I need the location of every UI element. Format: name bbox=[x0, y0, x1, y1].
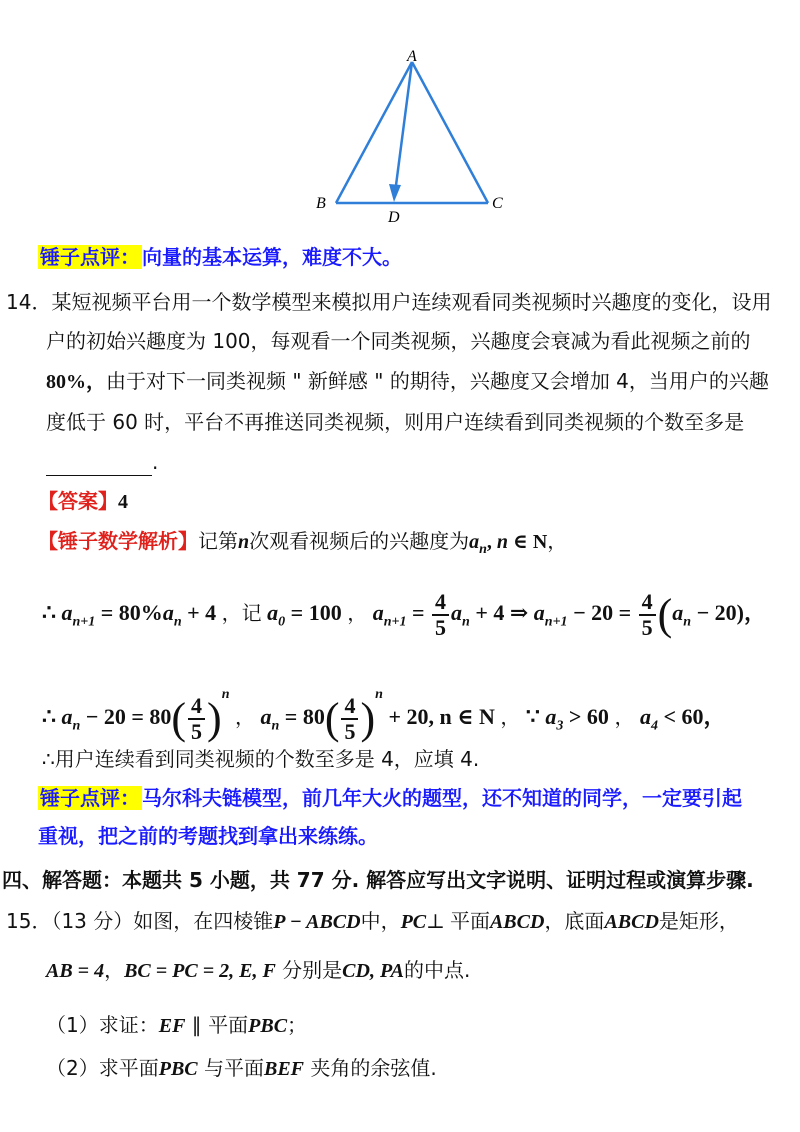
analysis-intro: 记第 bbox=[198, 529, 238, 553]
eq1-an-b: $a_n$ bbox=[451, 600, 470, 630]
conclusion: ∴用户连续看到同类视频的个数至多是 4，应填 4. bbox=[42, 747, 480, 771]
label-c: C bbox=[492, 195, 503, 212]
comment-13 bbox=[38, 243, 402, 271]
answer-blank bbox=[46, 457, 152, 476]
analysis-set: , n ∈ N bbox=[486, 531, 548, 553]
eq1-an: $a_n$ bbox=[162, 600, 182, 630]
q15-abcd2: ABCD bbox=[604, 911, 659, 933]
q15-par: ∥ 平面 bbox=[191, 1013, 249, 1037]
eq1-sep1: ，记 bbox=[221, 601, 262, 626]
eq1-end: ， bbox=[743, 600, 766, 626]
eq2-because: ∵ bbox=[525, 704, 540, 729]
comment-14-tag: 锤子点评： bbox=[40, 786, 140, 810]
analysis-tag: 【锤子数学解析】 bbox=[38, 529, 198, 553]
eq2-a3: $a_3$ bbox=[545, 704, 564, 734]
vector-ad bbox=[395, 62, 412, 193]
q14-text-2: 户的初始兴趣度为 100，每观看一个同类视频，兴趣度会衰减为看此视频之前的 bbox=[46, 329, 751, 353]
eq2-sep3: ， bbox=[614, 705, 635, 729]
q15-number: 15． bbox=[6, 909, 52, 933]
blank-end: . bbox=[152, 450, 159, 474]
q15-mid: 分别是 bbox=[282, 958, 343, 982]
q15-p1end: ； bbox=[287, 1013, 308, 1037]
q15-p2end: 夹角的余弦值. bbox=[310, 1056, 437, 1080]
eq2-an: $a_n$ bbox=[61, 704, 81, 734]
eq2-exp-2: n bbox=[375, 687, 383, 702]
q15-with: 与平面 bbox=[204, 1056, 264, 1080]
analysis-cond: ， bbox=[547, 529, 568, 553]
q15-in: 中， bbox=[360, 909, 401, 933]
eq2-tail: + 20, n ∈ N bbox=[388, 704, 495, 729]
q15-pbc: PBC bbox=[248, 1015, 288, 1037]
comment-14-line-2 bbox=[38, 822, 378, 850]
eq1-an-c: $a_n$ bbox=[672, 600, 692, 630]
q14-number: 14． bbox=[6, 290, 52, 314]
q14-line-2 bbox=[46, 327, 751, 355]
equation-1: ∴ $a_{n+1} = 80\%a_n + 4$ ，记 $a_0 = 100$ ， $a_{n+1}$ = $\frac{4}{5}$ $a_n + 4$ ⇒ $a_{n+1} - 20$ = $\frac{4}{5}$ $(a_n - 20)$， bbox=[42, 589, 766, 640]
eq2-frac-2: $\frac{4}{5}$ bbox=[341, 694, 358, 744]
comment-14-text-2: 重视，把之前的考题找到拿出来练练。 bbox=[38, 824, 378, 848]
eq1-frac-2: $\frac{4}{5}$ bbox=[639, 590, 656, 640]
eq1-part1: = 80% bbox=[100, 600, 163, 626]
q14-line-1 bbox=[6, 288, 771, 316]
q15-part-1 bbox=[46, 1011, 307, 1040]
q15-ab: AB = 4 bbox=[46, 960, 105, 982]
eq2-sep2: ， bbox=[500, 705, 521, 729]
q15-comma: ， bbox=[104, 958, 125, 982]
eq1-close: − 20) bbox=[696, 600, 744, 626]
comment-14-line-1 bbox=[38, 784, 742, 812]
answer-value: 4 bbox=[118, 491, 128, 513]
side-ab bbox=[336, 62, 412, 203]
equation-2: ∴ $a_n - 20 = 80$( $\frac{4}{5}$ )$^n$ ， $a_n = 80$( $\frac{4}{5}$ )$^n$ + 20, n ∈ N ， ∵ $a_3 > 60$ ， $a_4 < 60$， bbox=[42, 687, 726, 744]
label-d: D bbox=[388, 209, 400, 225]
eq1-a0: $a_0$ bbox=[267, 600, 286, 630]
q15-score: （13 分）如图，在四棱锥 bbox=[51, 909, 274, 933]
q15-bef: BEF bbox=[264, 1058, 305, 1080]
arrow-head-icon bbox=[389, 184, 401, 202]
label-a: A bbox=[407, 50, 417, 65]
eq2-frac-1: $\frac{4}{5}$ bbox=[188, 694, 205, 744]
q15-bcpc: BC = PC = 2, E, F bbox=[124, 960, 276, 982]
q15-p1: （1）求证： bbox=[46, 1013, 159, 1037]
q15-line-2 bbox=[46, 956, 470, 985]
q15-line-1 bbox=[6, 907, 739, 936]
q14-line-4 bbox=[46, 408, 744, 436]
section-4-heading: 四、解答题：本题共 5 小题，共 77 分. 解答应写出文字说明、证明过程或演算步骤. bbox=[2, 868, 754, 892]
eq1-an1-c: $a_{n+1}$ bbox=[533, 600, 568, 630]
q15-pabcd: P − ABCD bbox=[273, 911, 361, 933]
analysis-n: n bbox=[238, 531, 250, 553]
q14-percent: 80%， bbox=[46, 371, 106, 393]
q15-abcd: ABCD bbox=[489, 911, 545, 933]
eq2-lhs: − 20 = 80 bbox=[85, 704, 172, 729]
eq1-an1-b: $a_{n+1}$ bbox=[372, 600, 407, 630]
q15-pbc2: PBC bbox=[158, 1058, 198, 1080]
eq1-a0-val: = 100 bbox=[290, 600, 342, 626]
comment-text: 向量的基本运算，难度不大。 bbox=[142, 245, 402, 269]
eq1-therefore: ∴ bbox=[42, 600, 56, 626]
triangle-figure bbox=[300, 50, 520, 225]
q15-ef: EF bbox=[158, 1015, 186, 1037]
q15-part-2 bbox=[46, 1054, 437, 1083]
eq2-end: ， bbox=[703, 704, 726, 729]
eq1-sep2: ， bbox=[347, 601, 368, 626]
analysis-an: $a_n$ bbox=[469, 531, 487, 557]
q14-blank-line bbox=[46, 448, 158, 476]
q15-p2: （2）求平面 bbox=[46, 1056, 159, 1080]
answer-line bbox=[38, 487, 128, 516]
side-ac bbox=[412, 62, 488, 203]
q14-text-4: 度低于 60 时，平台不再推送同类视频，则用户连续看到同类视频的个数至多是 bbox=[46, 410, 745, 434]
q15-perp: ⊥ 平面 bbox=[426, 911, 490, 933]
q14-text-1: 某短视频平台用一个数学模型来模拟用户连续观看同类视频时兴趣度的变化，设用 bbox=[51, 290, 772, 314]
answer-tag: 【答案】 bbox=[38, 489, 118, 513]
analysis-intro2: 次观看视频后的兴趣度为 bbox=[249, 529, 470, 553]
eq2-a4: $a_4$ bbox=[639, 704, 658, 734]
eq2-an-b: $a_n$ bbox=[260, 704, 280, 734]
eq2-a3-val: > 60 bbox=[568, 704, 609, 729]
analysis-line bbox=[38, 527, 567, 564]
label-b: B bbox=[316, 195, 326, 212]
eq2-rhs: = 80 bbox=[284, 704, 325, 729]
q14-text-3: 由于对下一同类视频 " 新鲜感 " 的期待，兴趣度又会增加 4，当用户的兴趣 bbox=[106, 369, 769, 393]
eq1-plus4: + 4 ⇒ bbox=[475, 600, 529, 626]
eq1-part1b: + 4 bbox=[187, 600, 217, 626]
comment-14-text-1: 马尔科夫链模型，前几年大火的题型，还不知道的同学，一定要引起 bbox=[142, 786, 742, 810]
q15-cdpa: CD, PA bbox=[342, 960, 405, 982]
eq2-sep: ， bbox=[234, 705, 255, 729]
q15-base: ，底面 bbox=[544, 909, 605, 933]
eq2-therefore: ∴ bbox=[42, 704, 56, 729]
q15-midend: 的中点. bbox=[404, 958, 471, 982]
eq2-exp-1: n bbox=[221, 687, 230, 702]
q15-rect: 是矩形， bbox=[658, 909, 739, 933]
comment-tag: 锤子点评： bbox=[40, 245, 140, 269]
q14-line-3 bbox=[46, 367, 769, 396]
eq1-minus20: − 20 = bbox=[573, 600, 632, 626]
eq1-an1: $a_{n+1}$ bbox=[61, 600, 96, 630]
eq2-a4-val: < 60 bbox=[663, 704, 704, 729]
q15-pc: PC bbox=[400, 911, 427, 933]
eq1-frac-1: $\frac{4}{5}$ bbox=[432, 590, 449, 640]
